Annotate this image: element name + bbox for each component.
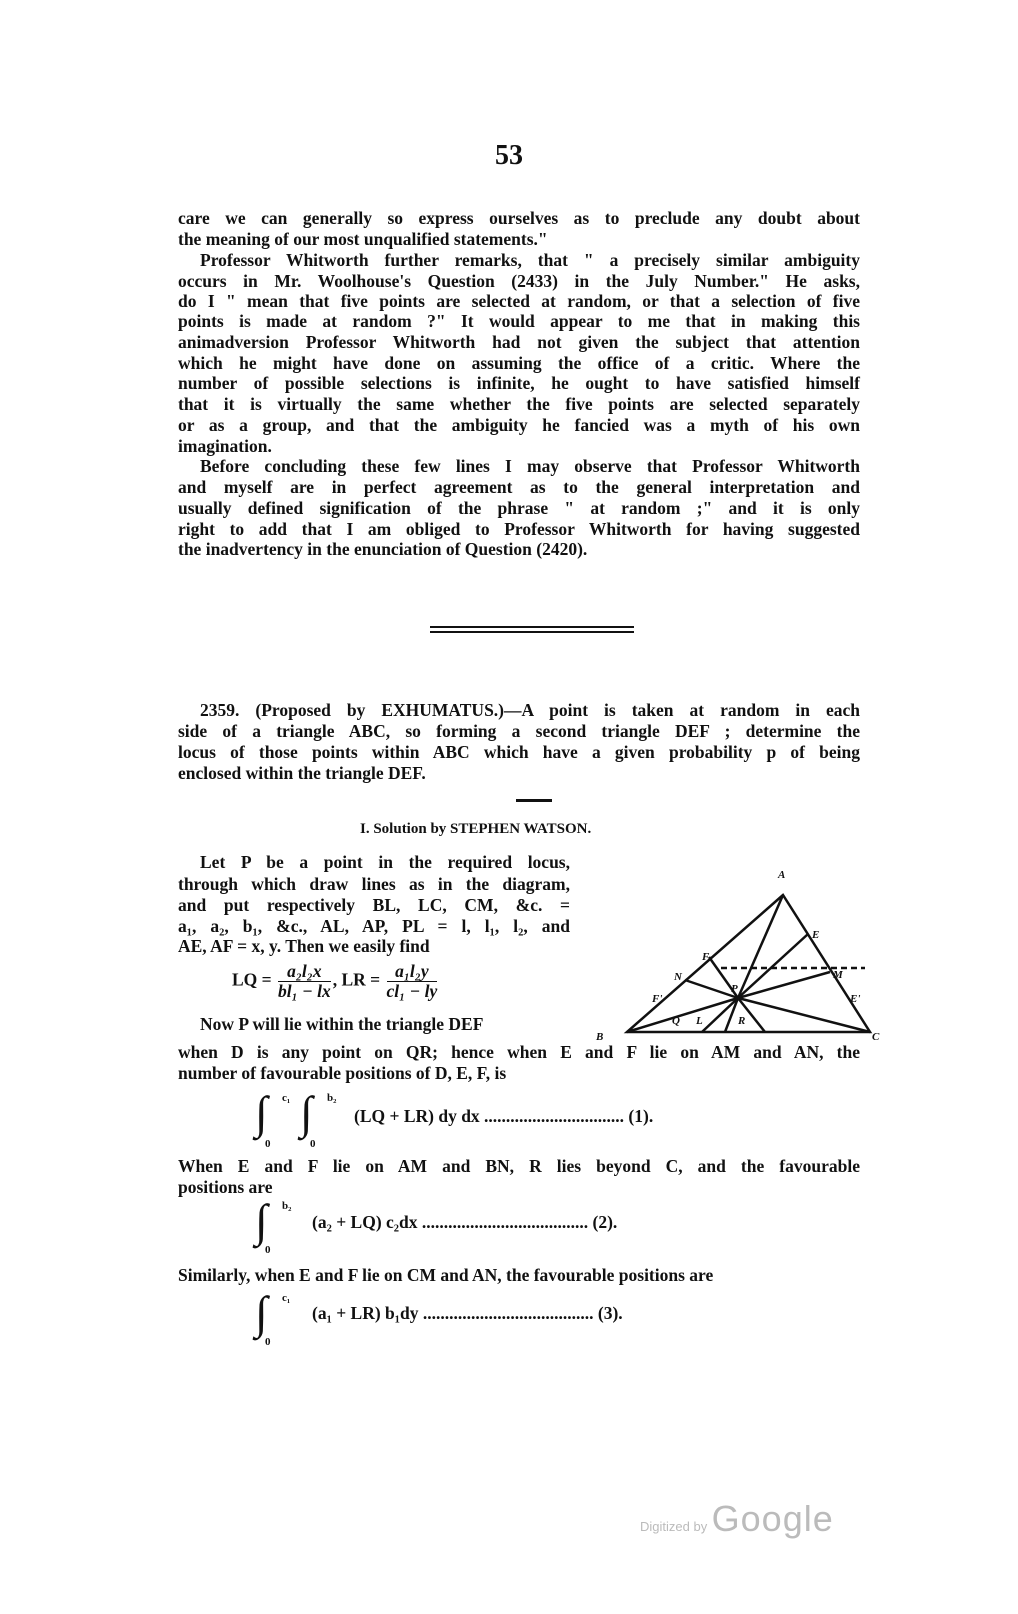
label-f-prime: F' xyxy=(652,993,663,1005)
text-line: animadversion Professor Whitworth had not given the subject that attention xyxy=(178,332,860,352)
text-line: Let P be a point in the required locus, xyxy=(200,852,570,872)
label-m: M xyxy=(833,969,843,981)
text-line: usually defined signification of the phrase " at random ;" and it is only xyxy=(178,498,860,518)
text-line: When E and F lie on AM and BN, R lies beyond C, and the favourable xyxy=(178,1156,860,1176)
numerator: a₂l₂x xyxy=(278,962,331,982)
text-line: a₁, a₂, b₁, &c., AL, AP, PL = l, l₁, l₂, and xyxy=(178,916,570,936)
label-f: F xyxy=(702,951,710,963)
integral-body: (a₁ + LR) b₁dy ....................................... (3). xyxy=(312,1303,623,1323)
text-line: when D is any point on QR; hence when E and F lie on AM and AN, the xyxy=(178,1042,860,1062)
triangle-diagram xyxy=(590,850,880,1040)
upper-limit: c₁ xyxy=(282,1092,291,1104)
upper-limit: c₁ xyxy=(282,1292,291,1304)
text-line: do I " mean that five points are selected at random, or that a selection of five xyxy=(178,291,860,311)
lower-limit: 0 xyxy=(265,1336,271,1348)
label-r: R xyxy=(738,1015,746,1027)
eq-text: , LR = xyxy=(332,969,381,990)
text-line: and put respectively BL, LC, CM, &c. = xyxy=(178,895,570,915)
question-text: side of a triangle ABC, so forming a second triangle DEF ; determine the xyxy=(178,721,860,741)
integral-body: (LQ + LR) dy dx ................................ (1). xyxy=(354,1106,654,1126)
text-line: positions are xyxy=(178,1177,273,1197)
watermark-prefix: Digitized by xyxy=(640,1519,708,1534)
label-c: C xyxy=(872,1031,880,1040)
label-b: B xyxy=(596,1031,604,1040)
numerator: a₁l₂y xyxy=(387,962,438,982)
question-text: locus of those points within ABC which have a given probability p of being xyxy=(178,742,860,762)
upper-limit: b₂ xyxy=(327,1092,337,1104)
text-line: Now P will lie within the triangle DEF xyxy=(200,1014,484,1034)
short-divider xyxy=(516,799,552,802)
text-line: number of possible selections is infinite, he ought to have satisfied himself xyxy=(178,373,860,393)
fraction xyxy=(278,962,331,1001)
line xyxy=(738,895,783,998)
label-a: A xyxy=(778,869,786,881)
text-line: which he might have done on assuming the office of a critic. Where the xyxy=(178,353,860,373)
denominator: cl₁ − ly xyxy=(386,981,438,1001)
question-text: 2359. (Proposed by EXHUMATUS.)—A point is taken at random in each xyxy=(200,700,860,720)
integral-sign: ∫ xyxy=(255,1195,268,1246)
label-e: E xyxy=(812,929,820,941)
text-line: Similarly, when E and F lie on CM and AN, the favourable positions are xyxy=(178,1265,714,1285)
label-l: L xyxy=(696,1015,703,1027)
equation-lq-lr xyxy=(232,962,592,1001)
label-n: N xyxy=(674,971,682,983)
text-line: points is made at random ?" It would appear to me that in making this xyxy=(178,311,860,331)
lower-limit: 0 xyxy=(310,1138,316,1150)
label-q: Q xyxy=(672,1015,680,1027)
solution-heading: I. Solution by STEPHEN WATSON. xyxy=(360,821,592,837)
text-line: and myself are in perfect agreement as to the general interpretation and xyxy=(178,477,860,497)
integral-sign: ∫ xyxy=(300,1087,313,1138)
text-line: or as a group, and that the ambiguity he fancied was a myth of his own xyxy=(178,415,860,435)
integral-sign: ∫ xyxy=(255,1087,268,1138)
text-line: number of favourable positions of D, E, F, is xyxy=(178,1063,507,1083)
text-line: Before concluding these few lines I may observe that Professor Whitworth xyxy=(200,456,860,476)
divider xyxy=(430,626,634,628)
upper-limit: b₂ xyxy=(282,1200,292,1212)
label-p: P xyxy=(731,983,738,995)
watermark-logo: Google xyxy=(711,1498,834,1539)
text-line: the meaning of our most unqualified statements." xyxy=(178,229,548,249)
text-line: the inadvertency in the enunciation of Question (2420). xyxy=(178,539,588,559)
page-number: 53 xyxy=(495,140,523,171)
integral-body: (a₂ + LQ) c₂dx ...................................... (2). xyxy=(312,1212,618,1232)
eq-text: LQ = xyxy=(232,969,272,990)
text-line: that it is virtually the same whether the five points are selected separately xyxy=(178,394,860,414)
text-line: imagination. xyxy=(178,436,272,456)
lower-limit: 0 xyxy=(265,1138,271,1150)
text-line: care we can generally so express ourselves as to preclude any doubt about xyxy=(178,208,860,228)
lower-limit: 0 xyxy=(265,1244,271,1256)
label-e-prime: E' xyxy=(850,993,861,1005)
watermark xyxy=(640,1498,834,1540)
divider xyxy=(430,631,634,633)
text-line: occurs in Mr. Woolhouse's Question (2433) in the July Number." He asks, xyxy=(178,271,860,291)
text-line: Professor Whitworth further remarks, that " a precisely similar ambiguity xyxy=(200,250,860,270)
denominator: bl₁ − lx xyxy=(278,981,331,1001)
text-line: AE, AF = x, y. Then we easily find xyxy=(178,936,430,956)
question-text: enclosed within the triangle DEF. xyxy=(178,763,426,783)
fraction xyxy=(387,962,438,1001)
text-line: through which draw lines as in the diagram, xyxy=(178,874,570,894)
integral-sign: ∫ xyxy=(255,1287,268,1338)
text-line: right to add that I am obliged to Professor Whitworth for having suggested xyxy=(178,519,860,539)
